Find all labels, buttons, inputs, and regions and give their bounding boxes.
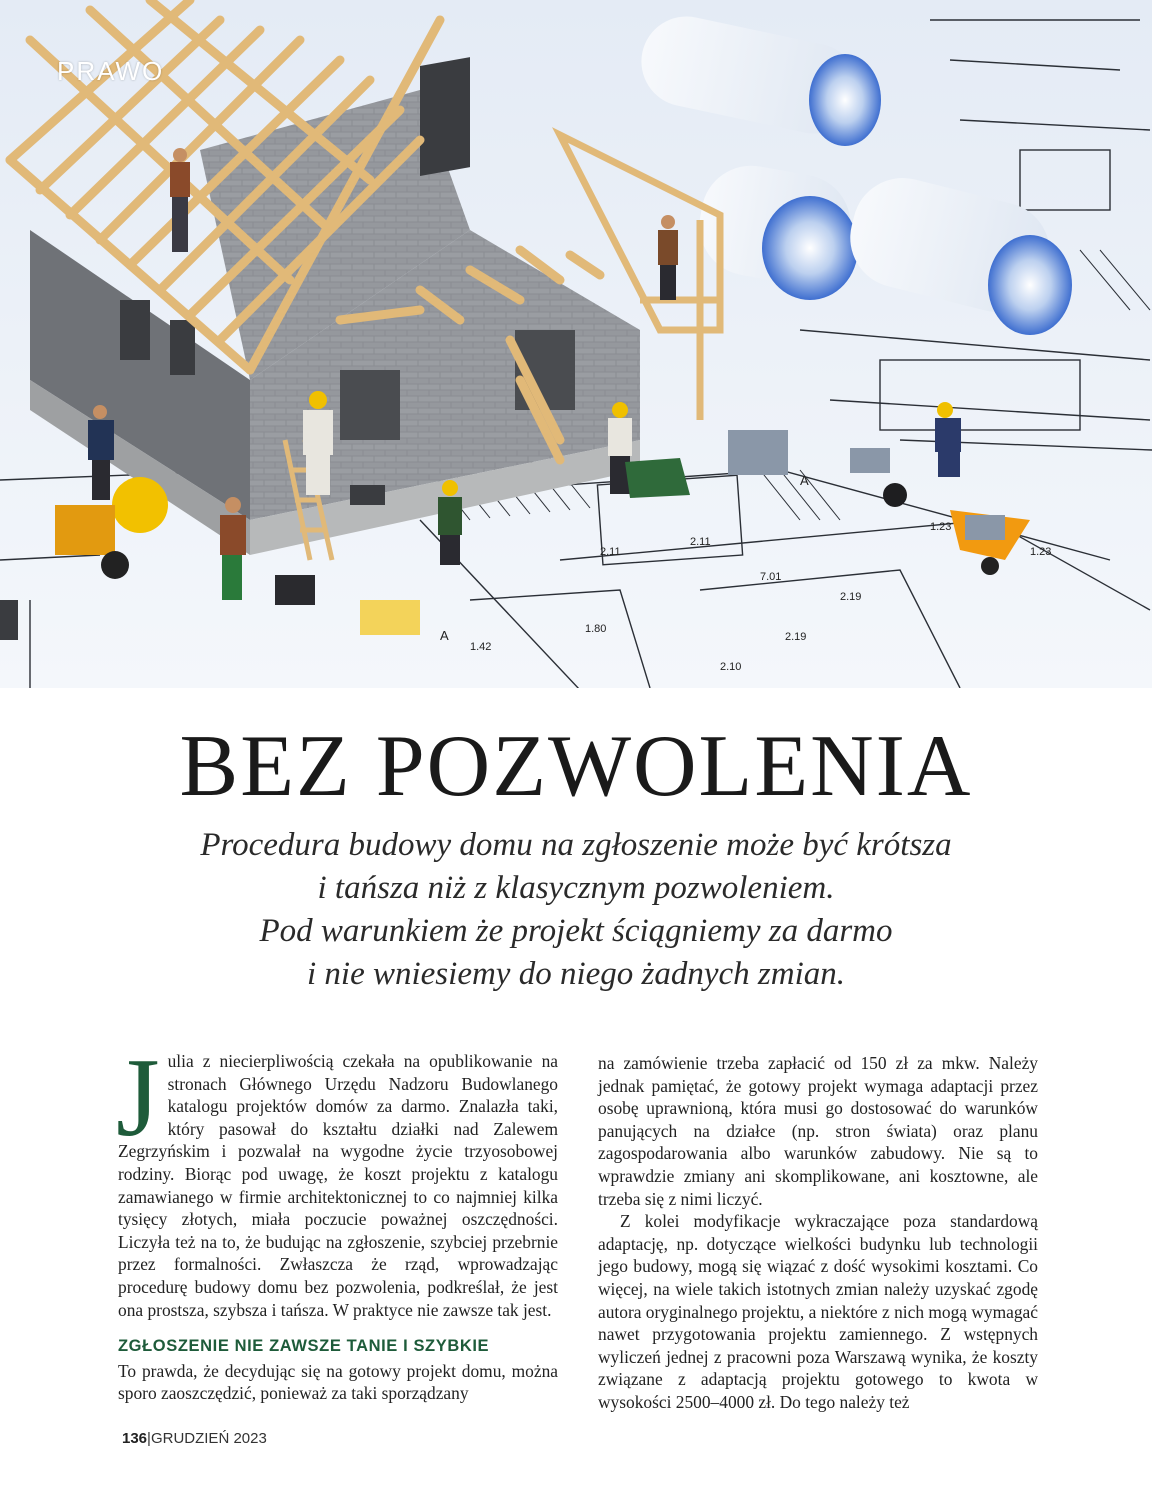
section-subheading: ZGŁOSZENIE NIE ZAWSZE TANIE I SZYBKIE	[118, 1337, 490, 1356]
dim-label: 2.19	[840, 591, 862, 603]
dim-label: 1.23	[1030, 546, 1052, 558]
lead-line: Pod warunkiem że projekt ściągniemy za darmo	[259, 913, 893, 949]
article-column-left	[116, 1036, 558, 1405]
paragraph: na zamówienie trzeba zapłacić od 150 zł za mkw. Należy jednak pamiętać, że gotowy projekt wymaga adaptacji przez osobę uprawnioną, która musi go dostosować do warunków panujących na działce (np. stron świata) oraz planu zagospodarowania albo warunków zabudowy. Nie są to wprawdzie zmiany ani skomplikowane, ani kosztowne, ale trzeba się z nimi liczyć.	[598, 1053, 1038, 1209]
dim-label: 2.10	[720, 661, 742, 673]
paragraph: To prawda, że decydując się na gotowy projekt domu, można sporo zaoszczędzić, ponieważ za taki sporządzany	[118, 1360, 558, 1404]
paragraph: Z kolei modyfikacje wykraczające poza standardową adaptację, np. dotyczące wielkości budynku lub technologii jego budowy, mogą się wiązać z dość wysokimi kosztami. Co więcej, na wiele takich istotnych zmian należy uzyskać zgodę autora oryginalnego projektu, a niektóre z nich mogą wymagać nawet przygotowania projektu zamiennego. Z wstępnych wyliczeń jednej z pracowni poza Warszawą wynika, że koszty związane z adaptacją projektu gotowego to kwota w wysokości 2500–4000 zł. Do tego należy też	[598, 1211, 1038, 1412]
lead-line: Procedura budowy domu na zgłoszenie może być krótsza	[200, 827, 952, 863]
dim-label: 2.19	[785, 631, 807, 643]
dim-label: 2.11	[600, 546, 621, 558]
drop-cap: J	[116, 1036, 160, 1160]
dim-label: 1.42	[470, 641, 492, 653]
dim-label: 7.01	[760, 571, 782, 583]
paragraph-intro: ulia z niecierpliwością czekała na opublikowanie na stronach Głównego Urzędu Nadzoru Budowlanego katalogu projektów domów za darmo. Znalazła taki, który pasował do kształtu działki nad Zalewem Zegrzyńskim i pozwalał na wygodne życie trzyosobowej rodziny. Biorąc pod uwagę, że koszt projektu z katalogu zamawianego w firmie architektonicznej to co najmniej kilka tysięcy złotych, miała poczucie poważnej oszczędności. Liczyła też na to, że budując na zgłoszenie, szybciej przebrnie przez formalności. Zwłaszcza że rząd, wprowadzając procedurę budowy domu bez pozwolenia, podkreślał, że jest ona prostsza, szybsza i tańsza. W praktyce nie zawsze tak jest.	[118, 1051, 558, 1320]
lead-line: i nie wniesiemy do niego żadnych zmian.	[307, 956, 845, 992]
footer-separator: |	[147, 1430, 151, 1447]
dim-label: 1.80	[585, 623, 607, 635]
plan-mark: A	[440, 628, 449, 643]
plan-mark: A	[800, 473, 809, 488]
construction-illustration	[0, 0, 1152, 688]
hero-image	[0, 0, 1152, 688]
issue-date: GRUDZIEŃ 2023	[150, 1430, 267, 1447]
article-title: BEZ POZWOLENIA	[179, 718, 973, 815]
dim-label: 2.11	[690, 536, 711, 548]
page-footer	[122, 1430, 267, 1447]
section-label: PRAWO	[57, 56, 165, 86]
page-number: 136	[122, 1430, 148, 1447]
article-column-right	[598, 1052, 1038, 1414]
article-lead	[120, 824, 1032, 996]
lead-line: i tańsza niż z klasycznym pozwoleniem.	[317, 870, 835, 906]
dim-label: 1.23	[930, 521, 952, 533]
